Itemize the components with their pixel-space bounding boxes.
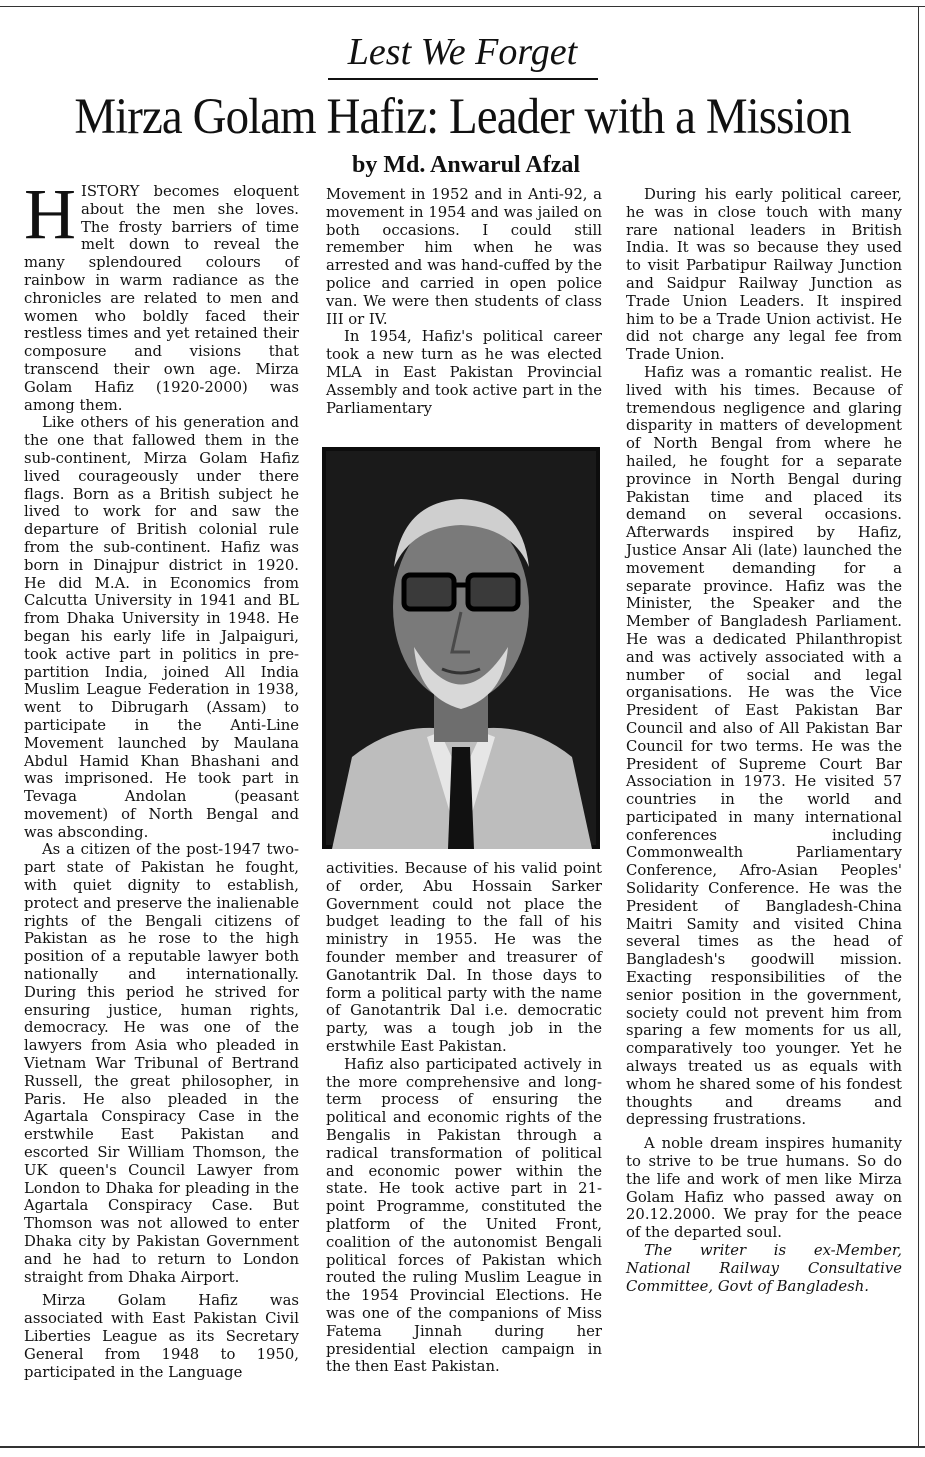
portrait-photo	[322, 447, 600, 849]
headline: Mirza Golam Hafiz: Leader with a Mission	[74, 89, 851, 145]
author-credit: The writer is ex-Member, National Railway Consultative Committee, Govt of Bangladesh.	[626, 1242, 902, 1295]
column-3	[626, 186, 902, 1295]
paragraph: Hafiz was a romantic realist. He lived with his times. Because of tremendous negligence and glaring disparity in matters of development of North Bengal from where he hailed, he fought for a separate province in North Bengal during Pakistan time and placed its demand on several occasions. Afterwards inspired by Hafiz, Justice Ansar Ali (late) launched the movement demanding for a separate province. Hafiz was the Minister, the Speaker and the Member of Bangladesh Parliament. He was a dedicated Philanthropist and was actively associated with a number of social and legal organisations. He was the Vice President of East Pakistan Bar Council and also of All Pakistan Bar Council for two terms. He was the President of Supreme Court Bar Association in 1973. He visited 57 countries in the world and participated in many international conferences including Commonwealth Parliamentary Conference, Afro-Asian Peoples' Solidarity Conference. He was the President of Bangladesh-China Maitri Samity and visited China several times as the head of Bangladesh's goodwill mission. Exacting responsibilities of the senior position in the government, society could not prevent him from sparing a few moments for us all, comparatively too younger. Yet he always treated us as equals with whom he shared some of his fondest thoughts and dreams and depressing frustrations.	[626, 363, 902, 1129]
paragraph: Like others of his generation and the one that fallowed them in the sub-continent, Mirza Golam Hafiz lived courageously under there flags. Born as a British subject he lived to work for and saw the departure of British colonial rule from the sub-continent. Hafiz was born in Dinajpur district in 1920. He did M.A. in Economics from Calcutta University in 1941 and BL from Dhaka University in 1948. He began his early life in Jalpaiguri, took active part in politics in pre-partition India, joined All India Muslim League Federation in 1938, went to Dibrugarh (Assam) to participate in the Anti-Line Movement launched by Maulana Abdul Hamid Khan Bhashani and was imprisoned. He took part in Tevaga Andolan (peasant movement) of North Bengal and was absconding.	[24, 414, 299, 841]
kicker-underline	[328, 78, 598, 80]
paragraph: In 1954, Hafiz's political career took a new turn as he was elected MLA in East Pakistan Provincial Assembly and took active part in the Parliamentary	[326, 328, 602, 417]
column-2-top	[326, 186, 602, 417]
paragraph: Mirza Golam Hafiz was associated with East Pakistan Civil Liberties League as its Secretary General from 1948 to 1950, participated in the Language	[24, 1292, 299, 1381]
column-1	[24, 174, 299, 1381]
paragraph: As a citizen of the post-1947 two-part state of Pakistan he fought, with quiet dignity to establish, protect and preserve the inalienable rights of the Bengali citizens of Pakistan as he rose to the high position of a reputable lawyer both nationally and internationally. During this period he strived for ensuring justice, human rights, democracy. He was one of the lawyers from Asia who pleaded in Vietnam War Tribunal of Bertrand Russell, the great philosopher, in Paris. He also pleaded in the Agartala Conspiracy Case in the erstwhile East Pakistan and escorted Sir William Thomson, the UK queen's Council Lawyer from London to Dhaka for pleading in the Agartala Conspiracy Case. But Thomson was not allowed to enter Dhaka city by Pakistan Government and he had to return to London straight from Dhaka Airport.	[24, 841, 299, 1286]
byline: by Md. Anwarul Afzal	[351, 152, 581, 178]
paragraph: Hafiz also participated actively in the more comprehensive and long-term process of ensuring the political and economic rights of the Bengalis in Pakistan through a radical transformation of political and economic power within the state. He took active part in 21-point Programme, constituted the platform of the United Front, coalition of the autonomist Bengali political forces of Pakistan which routed the ruling Muslim League in the 1954 Provincial Elections. He was one of the companions of Miss Fatema Jinnah during her presidential election campaign in the then East Pakistan.	[326, 1055, 602, 1376]
top-rule	[0, 6, 925, 7]
paragraph: During his early political career, he was in close touch with many rare national leaders in British India. It was so because they used to visit Parbatipur Railway Junction and Saidpur Railway Junction as Trade Union Leaders. It inspired him to be a Trade Union activist. He did not charge any legal fee from Trade Union.	[626, 186, 902, 364]
paragraph: Movement in 1952 and in Anti-92, a movement in 1954 and was jailed on both occasions. I could still remember him when he was arrested and was hand-cuffed by the police and carried in open police van. We were then students of class III or IV.	[326, 186, 602, 328]
paragraph: A noble dream inspires humanity to strive to be true humans. So do the life and work of men like Mirza Golam Hafiz who passed away on 20.12.2000. We pray for the peace of the departed soul.	[626, 1135, 902, 1242]
drop-cap: H	[24, 174, 76, 254]
bottom-rule	[0, 1446, 925, 1448]
portrait-image	[322, 447, 600, 849]
paragraph: HISTORY becomes eloquent about the men she loves. The frosty barriers of time melt down to reveal the many splendoured colours of rainbow in warm radiance as the chronicles are related to men and women who boldly faced their restless times and yet retained their composure and visions that transcend their own age. Mirza Golam Hafiz (1920-2000) was among them.	[24, 174, 299, 414]
right-rule	[918, 6, 919, 1446]
column-2-bottom	[326, 860, 602, 1376]
kicker: Lest We Forget	[347, 31, 578, 73]
paragraph: activities. Because of his valid point of order, Abu Hossain Sarker Government could not place the budget leading to the fall of his ministry in 1955. He was the founder member and treasurer of Ganotantrik Dal. In those days to form a political party with the name of Ganotantrik Dal i.e. democratic party, was a tough job in the erstwhile East Pakistan.	[326, 860, 602, 1055]
